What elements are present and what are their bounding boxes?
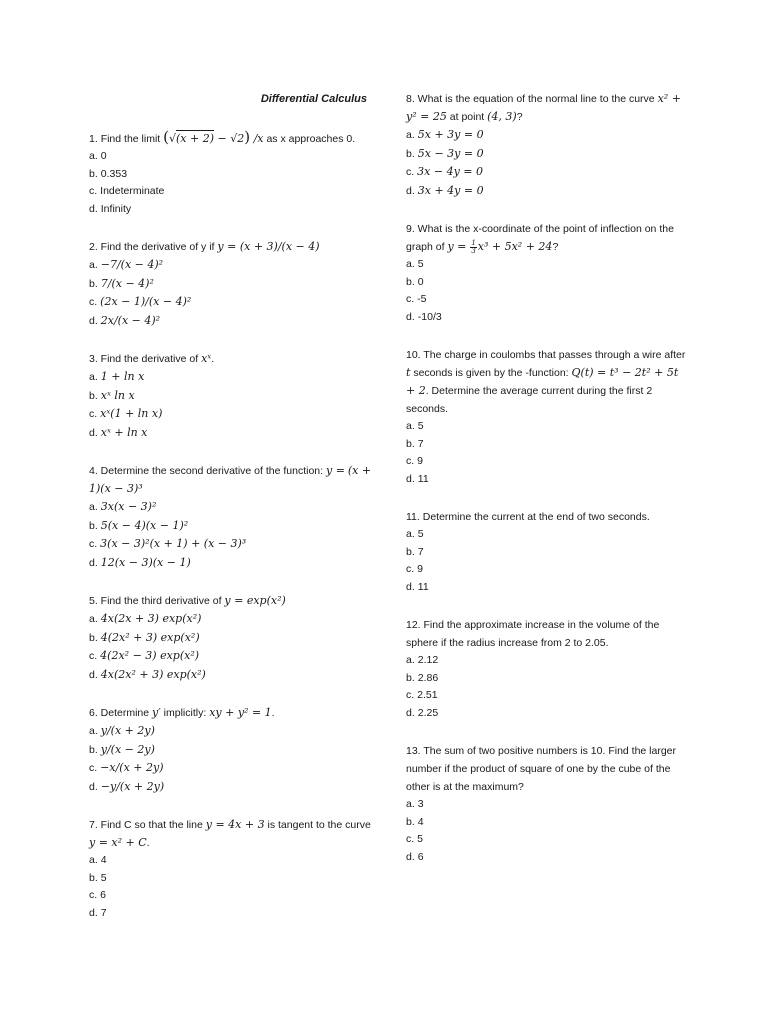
option-a[interactable]: a. −7/(x − 4)² (89, 258, 164, 271)
limit-expression: (√(x + 2) − √2) /x (163, 128, 264, 146)
question-5 (89, 592, 379, 684)
option-a[interactable]: a. 5 (406, 528, 424, 540)
option-d[interactable]: d. 6 (406, 850, 424, 863)
option-a[interactable]: a. 5 (406, 420, 424, 432)
question-11-stem: 11. Determine the current at the end of two seconds. (406, 511, 650, 523)
question-4 (89, 462, 379, 572)
question-7 (89, 816, 379, 922)
option-a[interactable]: a. 5x + 3y = 0 (406, 128, 484, 141)
option-d[interactable]: d. 12(x − 3)(x − 1) (89, 555, 191, 569)
option-b[interactable]: b. 2.86 (406, 671, 439, 684)
option-b[interactable]: b. 7 (406, 545, 424, 558)
option-b[interactable]: b. 7/(x − 4)² (89, 276, 154, 290)
option-d[interactable]: d. xˣ + ln x (89, 425, 148, 439)
option-c[interactable]: c. −x/(x + 2y) (89, 761, 164, 774)
option-b[interactable]: b. 5(x − 4)(x − 1)² (89, 518, 189, 532)
option-c[interactable]: c. -5 (406, 293, 427, 305)
option-a[interactable]: a. 5 (406, 258, 424, 270)
question-3 (89, 350, 379, 442)
option-c[interactable]: c. xˣ(1 + ln x) (89, 407, 163, 420)
option-d[interactable]: d. 2.25 (406, 706, 439, 719)
option-b[interactable]: b. 7 (406, 437, 424, 450)
question-3-stem: 3. Find the derivative of xˣ. (89, 352, 215, 365)
option-b[interactable]: b. xˣ ln x (89, 388, 135, 402)
question-9 (406, 220, 686, 326)
question-1 (89, 128, 379, 218)
option-d[interactable]: d. 11 (406, 580, 429, 593)
option-c[interactable]: c. 3x − 4y = 0 (406, 165, 484, 178)
question-8-stem: 8. What is the equation of the normal line to the curve x² + y² = 25 at point (4, 3)? (406, 92, 681, 123)
option-d[interactable]: d. 11 (406, 472, 429, 485)
left-column (89, 90, 379, 942)
question-2 (89, 238, 379, 330)
option-a[interactable]: a. 1 + ln x (89, 370, 145, 383)
option-a[interactable]: a. 3x(x − 3)² (89, 500, 157, 513)
option-c[interactable]: c. 4(2x² − 3) exp(x²) (89, 649, 200, 662)
question-6-stem: 6. Determine y′ implicitly: xy + y² = 1. (89, 706, 275, 719)
question-7-stem: 7. Find C so that the line y = 4x + 3 is tangent to the curve y = x² + C. (89, 818, 371, 849)
option-d[interactable]: d. 7 (89, 906, 107, 919)
option-b[interactable]: b. 4(2x² + 3) exp(x²) (89, 630, 200, 644)
option-b[interactable]: b. 5x − 3y = 0 (406, 146, 484, 160)
right-column (406, 90, 686, 886)
option-d[interactable]: d. Infinity (89, 202, 132, 215)
question-number: 1. (89, 133, 98, 145)
question-11 (406, 508, 686, 596)
option-c[interactable]: c. (2x − 1)/(x − 4)² (89, 295, 192, 308)
question-12 (406, 616, 686, 722)
question-10-stem: 10. The charge in coulombs that passes through a wire after t seconds is given by the -function: Q(t) = t³ − 2t² + 5t + 2. Determine the average current during the first 2 seconds. (406, 349, 686, 415)
option-a[interactable]: a. 2.12 (406, 654, 439, 666)
option-b[interactable]: b. 4 (406, 815, 424, 828)
option-d[interactable]: d. 2x/(x − 4)² (89, 313, 161, 327)
option-c[interactable]: c. 5 (406, 833, 424, 845)
question-13 (406, 742, 686, 866)
document-title: Differential Calculus (260, 93, 367, 105)
option-c[interactable]: c. 9 (406, 455, 424, 467)
option-d[interactable]: d. −y/(x + 2y) (89, 779, 165, 793)
question-13-stem: 13. The sum of two positive numbers is 10. Find the larger number if the product of square of one by the cube of the other is at the maximum? (406, 745, 677, 793)
option-d[interactable]: d. 4x(2x² + 3) exp(x²) (89, 667, 206, 681)
option-c[interactable]: c. 9 (406, 563, 424, 575)
option-b[interactable]: b. 0 (406, 275, 424, 288)
question-10 (406, 346, 686, 488)
option-b[interactable]: b. y/(x − 2y) (89, 742, 155, 756)
option-d[interactable]: d. -10/3 (406, 310, 442, 323)
option-b[interactable]: b. 5 (89, 871, 107, 884)
option-a[interactable]: a. 0 (89, 150, 107, 162)
fraction: $\frac{1}{3}$ (471, 238, 476, 255)
question-9-stem: 9. What is the x-coordinate of the point of inflection on the graph of y = $\frac{1}{3}$ x³ + 5x² + 24? (406, 223, 674, 255)
option-a[interactable]: a. 3 (406, 798, 424, 810)
question-text: as x approaches 0. (266, 133, 356, 145)
option-c[interactable]: c. 2.51 (406, 689, 438, 701)
option-a[interactable]: a. 4x(2x + 3) exp(x²) (89, 612, 202, 625)
option-d[interactable]: d. 3x + 4y = 0 (406, 183, 484, 197)
option-c[interactable]: c. 6 (89, 889, 107, 901)
option-a[interactable]: a. y/(x + 2y) (89, 724, 155, 737)
question-2-stem: 2. Find the derivative of y if y = (x + 3)/(x − 4) (89, 240, 320, 253)
question-text: Find the limit (100, 133, 161, 145)
question-12-stem: 12. Find the approximate increase in the volume of the sphere if the radius increase from 2 to 2.05. (406, 619, 660, 649)
option-a[interactable]: a. 4 (89, 854, 107, 866)
question-6 (89, 704, 379, 796)
option-c[interactable]: c. Indeterminate (89, 185, 165, 197)
question-5-stem: 5. Find the third derivative of y = exp(x²) (89, 594, 286, 607)
option-b[interactable]: b. 0.353 (89, 167, 128, 180)
question-4-stem: 4. Determine the second derivative of the function: y = (x + 1)(x − 3)³ (89, 464, 372, 495)
question-8 (406, 90, 686, 200)
question-1-stem (89, 128, 379, 148)
option-c[interactable]: c. 3(x − 3)²(x + 1) + (x − 3)³ (89, 537, 247, 550)
